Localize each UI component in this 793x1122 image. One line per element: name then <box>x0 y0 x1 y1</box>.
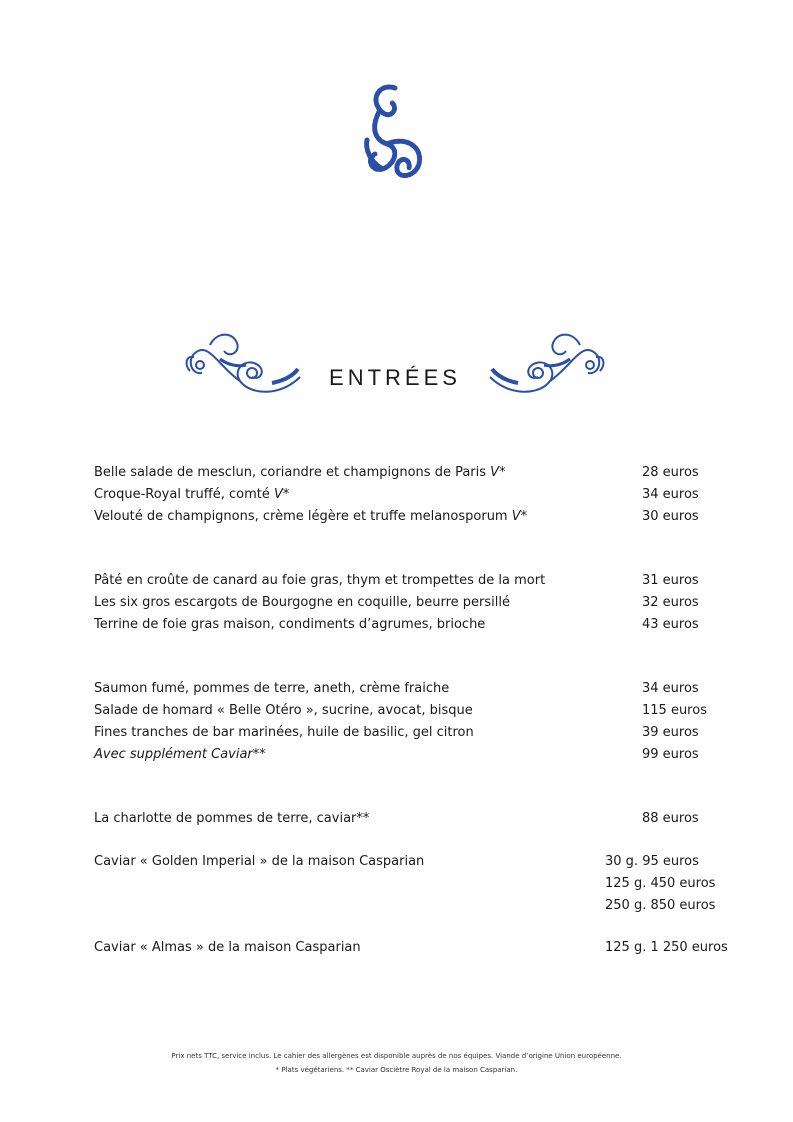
dish-price: 34 euros <box>642 487 699 502</box>
dish-price: 43 euros <box>642 617 699 632</box>
menu-item <box>94 679 734 699</box>
dish-price: 39 euros <box>642 725 699 740</box>
page-title: ENTRÉES <box>329 365 461 390</box>
dish-name: Croque-Royal truffé, comté V* <box>94 487 290 502</box>
menu-item <box>94 485 734 505</box>
caviar-price: 125 g. 1 250 euros <box>605 940 728 955</box>
vegetarian-mark: V* <box>490 465 506 480</box>
footer-legend: * Plats végétariens. ** Caviar Osciètre Royal de la maison Casparian. <box>275 1066 518 1074</box>
baroque-flourish-right-icon <box>480 325 610 405</box>
menu-item <box>94 593 734 613</box>
section-header <box>180 325 610 405</box>
menu-item <box>94 701 734 721</box>
dish-price: 88 euros <box>642 811 699 826</box>
menu-item <box>94 809 734 829</box>
dish-name: Belle salade de mesclun, coriandre et champignons de Paris V* <box>94 465 506 480</box>
monogram-logo-icon <box>355 78 435 190</box>
menu-item <box>94 463 734 483</box>
dish-name: Caviar « Golden Imperial » de la maison Casparian <box>94 854 425 869</box>
dish-name: La charlotte de pommes de terre, caviar** <box>94 811 370 826</box>
footer-note: Prix nets TTC, service inclus. Le cahier des allergènes est disponible auprès de nos équipes. Viande d’origine Union européenne. <box>171 1052 622 1060</box>
menu-item-price-line <box>94 874 734 894</box>
dish-name: Velouté de champignons, crème légère et truffe melanosporum V* <box>94 509 528 524</box>
menu-item-price-line <box>94 896 734 916</box>
caviar-mark: ** <box>356 811 370 826</box>
dish-name: Fines tranches de bar marinées, huile de basilic, gel citron <box>94 725 474 740</box>
dish-price: 28 euros <box>642 465 699 480</box>
dish-name: Terrine de foie gras maison, condiments d’agrumes, brioche <box>94 617 486 632</box>
menu-item <box>94 852 734 872</box>
dish-price: 34 euros <box>642 681 699 696</box>
caviar-price: 125 g. 450 euros <box>605 876 716 891</box>
caviar-price: 30 g. 95 euros <box>605 854 699 869</box>
menu-item <box>94 745 734 765</box>
dish-price: 115 euros <box>642 703 707 718</box>
caviar-supplement-note: Avec supplément Caviar** <box>94 747 266 762</box>
dish-price: 30 euros <box>642 509 699 524</box>
vegetarian-mark: V* <box>273 487 290 502</box>
dish-name: Saumon fumé, pommes de terre, aneth, crème fraiche <box>94 681 450 696</box>
dish-price: 31 euros <box>642 573 699 588</box>
menu-item <box>94 615 734 635</box>
dish-name: Salade de homard « Belle Otéro », sucrine, avocat, bisque <box>94 703 473 718</box>
dish-name: Les six gros escargots de Bourgogne en coquille, beurre persillé <box>94 595 510 610</box>
dish-name: Caviar « Almas » de la maison Casparian <box>94 940 361 955</box>
menu-item <box>94 571 734 591</box>
caviar-price: 250 g. 850 euros <box>605 898 716 913</box>
vegetarian-mark: V* <box>511 509 528 524</box>
dish-price: 99 euros <box>642 747 699 762</box>
menu-item <box>94 507 734 527</box>
menu-item <box>94 723 734 743</box>
dish-name: Pâté en croûte de canard au foie gras, thym et trompettes de la mort <box>94 573 546 588</box>
dish-price: 32 euros <box>642 595 699 610</box>
menu-item <box>94 938 734 958</box>
